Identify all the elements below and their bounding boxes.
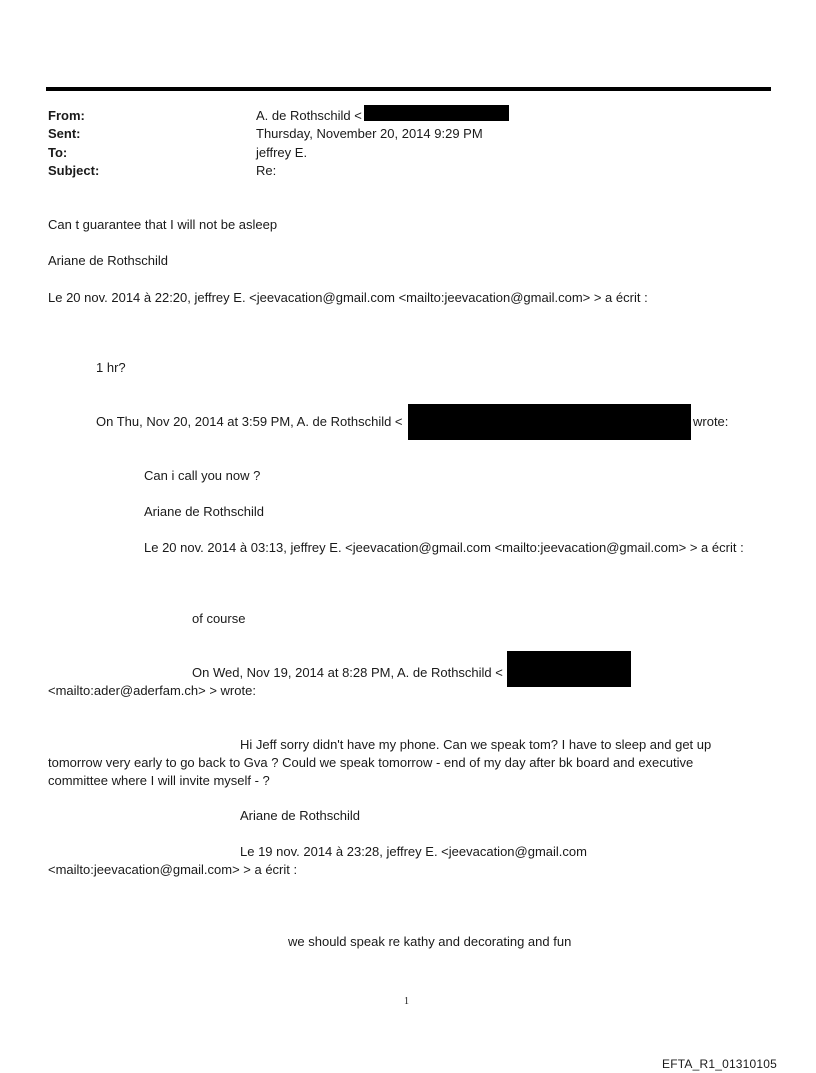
from-value: A. de Rothschild < xyxy=(256,108,362,123)
quote-header: Le 19 nov. 2014 à 23:28, jeffrey E. <jeevacation@gmail.com xyxy=(240,844,587,859)
reply-text: 1 hr? xyxy=(96,360,126,375)
subject-label: Subject: xyxy=(48,163,100,178)
signature: Ariane de Rothschild xyxy=(48,253,168,268)
quote-header: On Wed, Nov 19, 2014 at 8:28 PM, A. de Rothschild < xyxy=(192,665,503,680)
quote-header: Le 20 nov. 2014 à 03:13, jeffrey E. <jeevacation@gmail.com <mailto:jeevacation@gmail.com> > a écrit : xyxy=(144,540,744,555)
document-id: EFTA_R1_01310105 xyxy=(662,1057,778,1071)
to-label: To: xyxy=(48,145,68,160)
sent-label: Sent: xyxy=(48,126,81,141)
signature: Ariane de Rothschild xyxy=(144,504,264,519)
redaction-box xyxy=(408,404,691,440)
message-text: committee where I will invite myself - ? xyxy=(48,773,270,788)
message-text: tomorrow very early to go back to Gva ? Could we speak tomorrow - end of my day after bk board and executive xyxy=(48,755,694,770)
quote-header-suffix: wrote: xyxy=(693,414,729,429)
sent-value: Thursday, November 20, 2014 9:29 PM xyxy=(256,126,483,141)
redaction-box xyxy=(507,651,631,687)
page-number: 1 xyxy=(404,996,409,1007)
quote-header: On Thu, Nov 20, 2014 at 3:59 PM, A. de Rothschild < xyxy=(96,414,403,429)
message-text: we should speak re kathy and decorating and fun xyxy=(288,934,572,949)
subject-value: Re: xyxy=(256,163,277,178)
from-label: From: xyxy=(48,108,85,123)
quote-header: Le 20 nov. 2014 à 22:20, jeffrey E. <jeevacation@gmail.com <mailto:jeevacation@gmail.com> > a écrit : xyxy=(48,290,648,305)
signature: Ariane de Rothschild xyxy=(240,808,360,823)
quote-header-cont: <mailto:jeevacation@gmail.com> > a écrit : xyxy=(48,862,298,877)
to-value: jeffrey E. xyxy=(256,145,308,160)
reply-text: of course xyxy=(192,611,246,626)
header-rule xyxy=(46,87,771,91)
message-text: Hi Jeff sorry didn't have my phone. Can we speak tom? I have to sleep and get up xyxy=(240,737,712,752)
quote-header-cont: <mailto:ader@aderfam.ch> > wrote: xyxy=(48,683,256,698)
body-line: Can t guarantee that I will not be asleep xyxy=(48,217,278,232)
message-text: Can i call you now ? xyxy=(144,468,261,483)
redaction-box xyxy=(364,105,509,121)
